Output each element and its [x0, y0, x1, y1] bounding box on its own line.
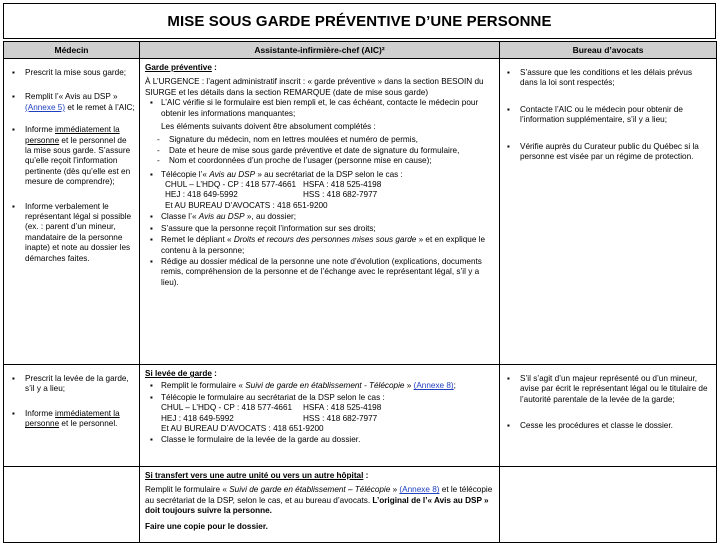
list-item: ▪ S’il s’agit d’un majeur représenté ou d’un mineur, avise par écrit le représentant légal ou le titulaire de l’autorité parentale de la levée de la garde; [502, 374, 712, 405]
urgence-text: À L’URGENCE : l’agent administratif inscrit : « garde préventive » dans la section BESOIN du SIURGE et les détails dans la section REMARQUE (date de mise sous garde) [145, 77, 484, 97]
cell-medecin-garde [4, 59, 140, 365]
list-item: ▪ Prescrit la levée de la garde, s’il y a lieu; [6, 374, 135, 395]
header-medecin: Médecin [4, 42, 140, 59]
avocats-levee-list [502, 374, 712, 432]
list-item: ▪ L’AIC vérifie si le formulaire est bien rempli et, le cas échéant, contacte le médecin pour obtenir les informations manquantes; [145, 98, 495, 119]
list-item: - Signature du médecin, nom en lettres moulées et numéro de permis, [145, 135, 495, 145]
list-item: ▪ Classe le formulaire de la levée de la garde au dossier. [145, 435, 495, 445]
list-item: ▪ Vérifie auprès du Curateur public du Québec si la personne est visée par un régime de protection. [502, 142, 712, 163]
list-item: ▪ Remplit l’« Avis au DSP » (Annexe 5) et le remet à l’AIC; [6, 92, 135, 113]
transfert-heading: Si transfert vers une autre unité ou vers un autre hôpital : [145, 471, 369, 480]
document-title: MISE SOUS GARDE PRÉVENTIVE D’UNE PERSONNE [3, 3, 716, 39]
aic-garde-list-2 [145, 170, 495, 288]
elements-sublist [145, 135, 495, 166]
garde-preventive-heading: Garde préventive : [145, 63, 217, 72]
cell-avocats-garde [500, 59, 717, 365]
levee-heading: Si levée de garde : [145, 369, 217, 378]
annexe-5-link[interactable]: (Annexe 5) [25, 102, 66, 112]
list-item: ▪ Informe immédiatement la personne et le personnel. [6, 409, 135, 430]
cell-aic-transfert [140, 467, 500, 543]
medecin-garde-list [6, 68, 135, 264]
list-item: ▪ Prescrit la mise sous garde; [6, 68, 135, 78]
list-item: ▪ Cesse les procédures et classe le dossier. [502, 421, 712, 431]
row-garde-preventive [4, 59, 717, 365]
list-item: ▪ Remet le dépliant « Droits et recours des personnes mises sous garde » et en explique le contenu à la personne; [145, 235, 495, 256]
list-item: ▪ Remplit le formulaire « Suivi de garde en établissement - Télécopie » (Annexe 8); [145, 381, 495, 391]
cell-aic-levee [140, 365, 500, 467]
row-levee-garde [4, 365, 717, 467]
header-aic: Assistante-infirmière-chef (AIC)² [140, 42, 500, 59]
fax-numbers: CHUL – L’HDQ - CP : 418 577-4661 HSFA : 418 525-4198 HEJ : 418 649-5992 HSS : 418 682-7977 Et AU BUREAU D’AVOCATS : 418 651-9200 [165, 180, 382, 210]
avocats-garde-list [502, 68, 712, 162]
transfert-text: Remplit le formulaire « Suivi de garde en établissement – Télécopie » (Annexe 8) et le télécopie au secrétariat de la DSP, selon le cas, et au bureau d’avocats. L’original de l’« Avis au DSP » doit toujours suivre la personne. [145, 485, 493, 516]
list-item: ▪ Informe verbalement le représentant légal si possible (ex. : parent d’un mineur, mandataire de la personne inapte) et note au dossier les démarches faites. [6, 202, 135, 264]
elements-intro: Les éléments suivants doivent être absolument complétés : [161, 122, 376, 132]
cell-avocats-levee [500, 365, 717, 467]
cell-aic-garde [140, 59, 500, 365]
header-row [4, 42, 717, 59]
header-bureau-avocats: Bureau d’avocats [500, 42, 717, 59]
aic-garde-list [145, 98, 495, 119]
list-item: - Nom et coordonnées d’un proche de l’usager (personne mise en cause); [145, 156, 495, 166]
list-item: ▪ Classe l’« Avis au DSP », au dossier; [145, 212, 495, 222]
row-transfert [4, 467, 717, 543]
procedure-table [3, 41, 717, 543]
annexe-8-link[interactable]: (Annexe 8) [413, 381, 454, 391]
cell-avocats-transfert [500, 467, 717, 543]
aic-levee-list [145, 381, 495, 445]
list-item: ▪ Télécopie l’« Avis au DSP » au secrétariat de la DSP selon le cas : CHUL – L’HDQ - CP : 418 577-4661 HSFA : 418 525-4198 HEJ : 418 649-5992 HSS : 418 682-7977 Et AU BUREAU D’AVOCATS : 418 651-9200 [145, 170, 495, 212]
list-item: ▪ S’assure que les conditions et les délais prévus dans la loi sont respectés; [502, 68, 712, 89]
list-item: ▪ Informe immédiatement la personne et le personnel de la mise sous garde. S’assure qu’elle reçoit l’information pertinente (dès qu’elle est en mesure de comprendre); [6, 125, 135, 187]
fax-numbers: CHUL – L’HDQ - CP : 418 577-4661 HSFA : 418 525-4198 HEJ : 418 649-5992 HSS : 418 682-7977 Et AU BUREAU D’AVOCATS : 418 651-9200 [161, 403, 382, 434]
list-item: ▪ S’assure que la personne reçoit l’information sur ses droits; [145, 224, 495, 234]
cell-medecin-levee [4, 365, 140, 467]
list-item: - Date et heure de mise sous garde préventive et date de signature du formulaire, [145, 146, 495, 156]
list-item: ▪ Télécopie le formulaire au secrétariat de la DSP selon le cas : CHUL – L’HDQ - CP : 418 577-4661 HSFA : 418 525-4198 HEJ : 418 649-5992 HSS : 418 682-7977 Et AU BUREAU D’AVOCATS : 418 651-9200 [145, 393, 495, 435]
copie-dossier-text: Faire une copie pour le dossier. [145, 521, 268, 531]
annexe-8-link-transfert[interactable]: (Annexe 8) [399, 485, 440, 495]
list-item: ▪ Rédige au dossier médical de la personne une note d’évolution (explications, documents remis, compréhension de la personne et de l’échange avec le représentant légal, s’il y a lieu). [145, 257, 495, 288]
medecin-levee-list [6, 374, 135, 430]
cell-medecin-transfert [4, 467, 140, 543]
list-item: ▪ Contacte l’AIC ou le médecin pour obtenir de l’information supplémentaire, s’il y a lieu; [502, 105, 712, 126]
